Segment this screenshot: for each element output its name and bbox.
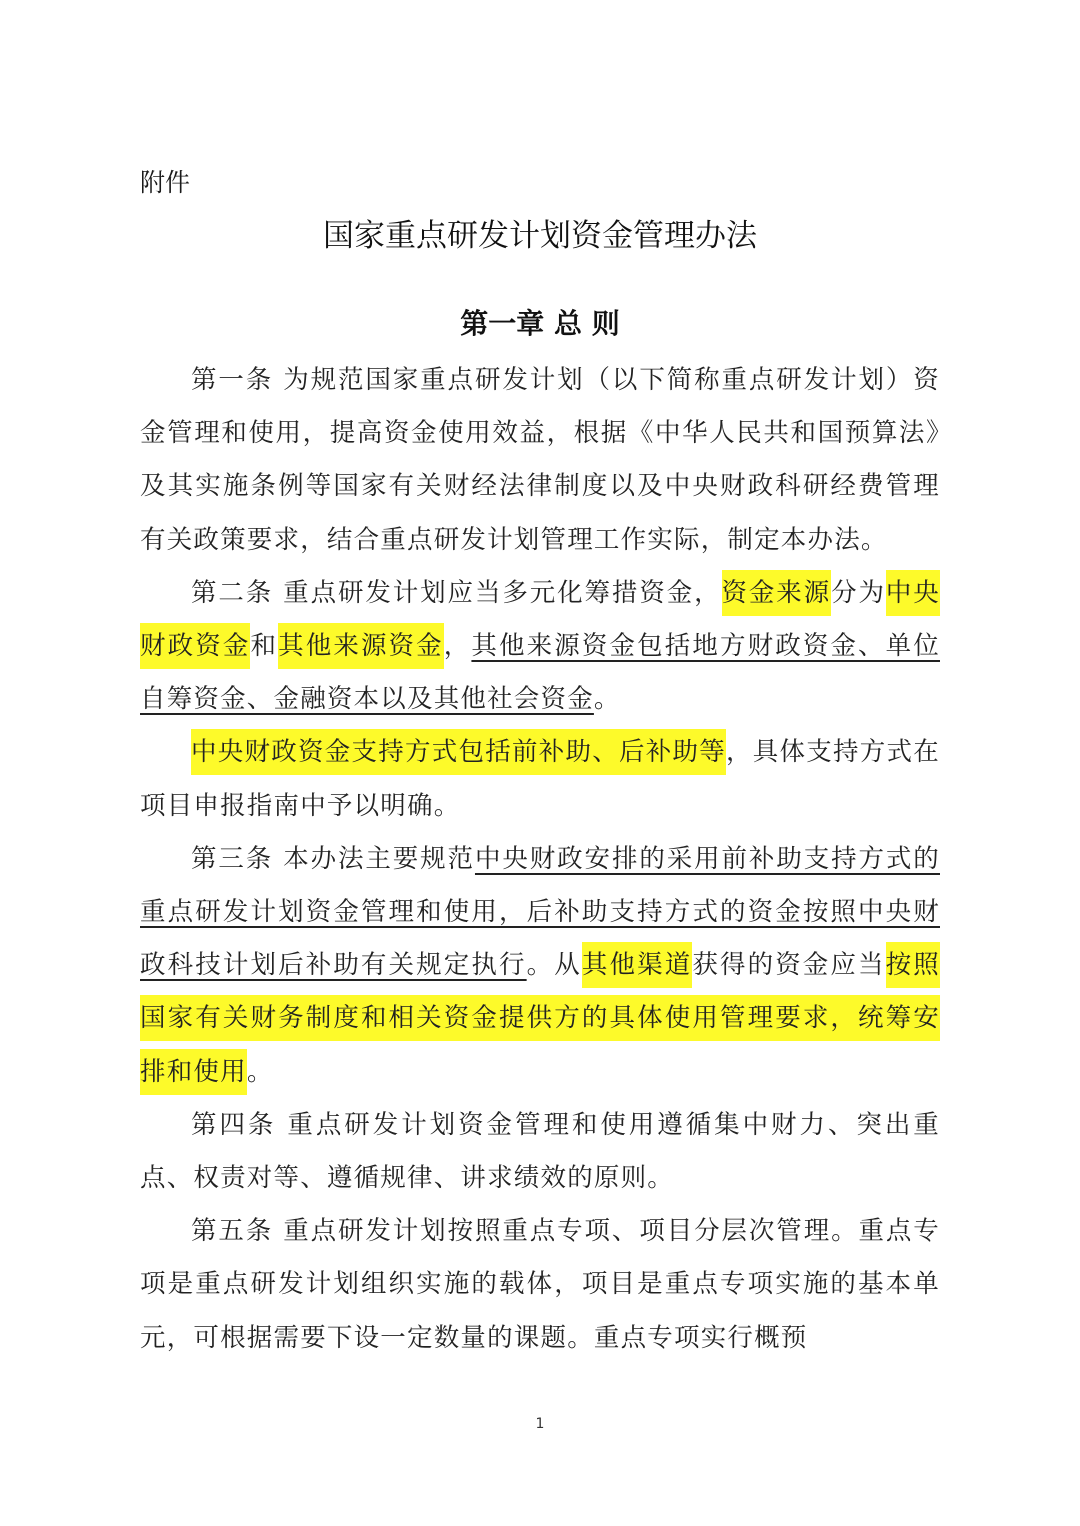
article-3 (140, 833, 940, 1099)
article-2-text: 和 (250, 631, 279, 662)
chapter-heading: 第一章 总 则 (460, 307, 620, 340)
highlight-funding-source: 资金来源 (722, 570, 832, 616)
article-2 (140, 567, 940, 727)
article-3-text: 。 (246, 1056, 274, 1087)
article-2-text: 。 (593, 684, 621, 715)
article-2-text: 第二条 重点研发计划应当多元化筹措资金， (191, 577, 722, 608)
article-2-text: ， (443, 631, 472, 662)
highlight-other-funds: 其他来源资金 (278, 623, 444, 669)
article-3-text: 获得的资金应当 (692, 950, 886, 981)
highlight-support-methods: 中央财政资金支持方式包括前补助、后补助等 (191, 729, 726, 775)
article-4: 第四条 重点研发计划资金管理和使用遵循集中财力、突出重点、权责对等、遵循规律、讲求绩效的原则。 (140, 1109, 940, 1194)
article-2-text: 分为 (831, 577, 886, 608)
article-5: 第五条 重点研发计划按照重点专项、项目分层次管理。重点专项是重点研发计划组织实施的载体，项目是重点专项实施的基本单元，可根据需要下设一定数量的课题。重点专项实行概预 (140, 1216, 940, 1353)
highlight-central-funds: 中央财政资金 (140, 570, 940, 669)
attachment-label: 附件 (140, 168, 191, 197)
article-3-text: 第三条 本办法主要规范 (191, 843, 475, 874)
article-3-text: 。从 (526, 950, 582, 981)
article-2-support (140, 726, 940, 832)
highlight-management-requirements: 按照国家有关财务制度和相关资金提供方的具体使用管理要求，统筹安排和使用 (140, 942, 940, 1094)
article-1: 第一条 为规范国家重点研发计划（以下简称重点研发计划）资金管理和使用，提高资金使用效益，根据《中华人民共和国预算法》及其实施条例等国家有关财经法律制度以及中央财政科研经费管理有关政策要求，结合重点研发计划管理工作实际，制定本办法。 (140, 365, 940, 555)
highlight-other-channels: 其他渠道 (582, 942, 692, 988)
underline-scope: 中央财政安排的采用前补助支持方式的重点研发计划资金管理和使用，后补助支持方式的资金按照中央财政科技计划后补助有关规定执行 (140, 843, 940, 981)
article-2-support-text: ，具体支持方式在项目申报指南中予以明确。 (140, 737, 940, 821)
document-title: 国家重点研发计划资金管理办法 (323, 218, 757, 254)
document-body (140, 354, 940, 1365)
underline-other-funds-detail: 其他来源资金包括地方财政资金、单位自筹资金、金融资本以及其他社会资金 (140, 631, 940, 715)
page-number: 1 (535, 1416, 545, 1432)
